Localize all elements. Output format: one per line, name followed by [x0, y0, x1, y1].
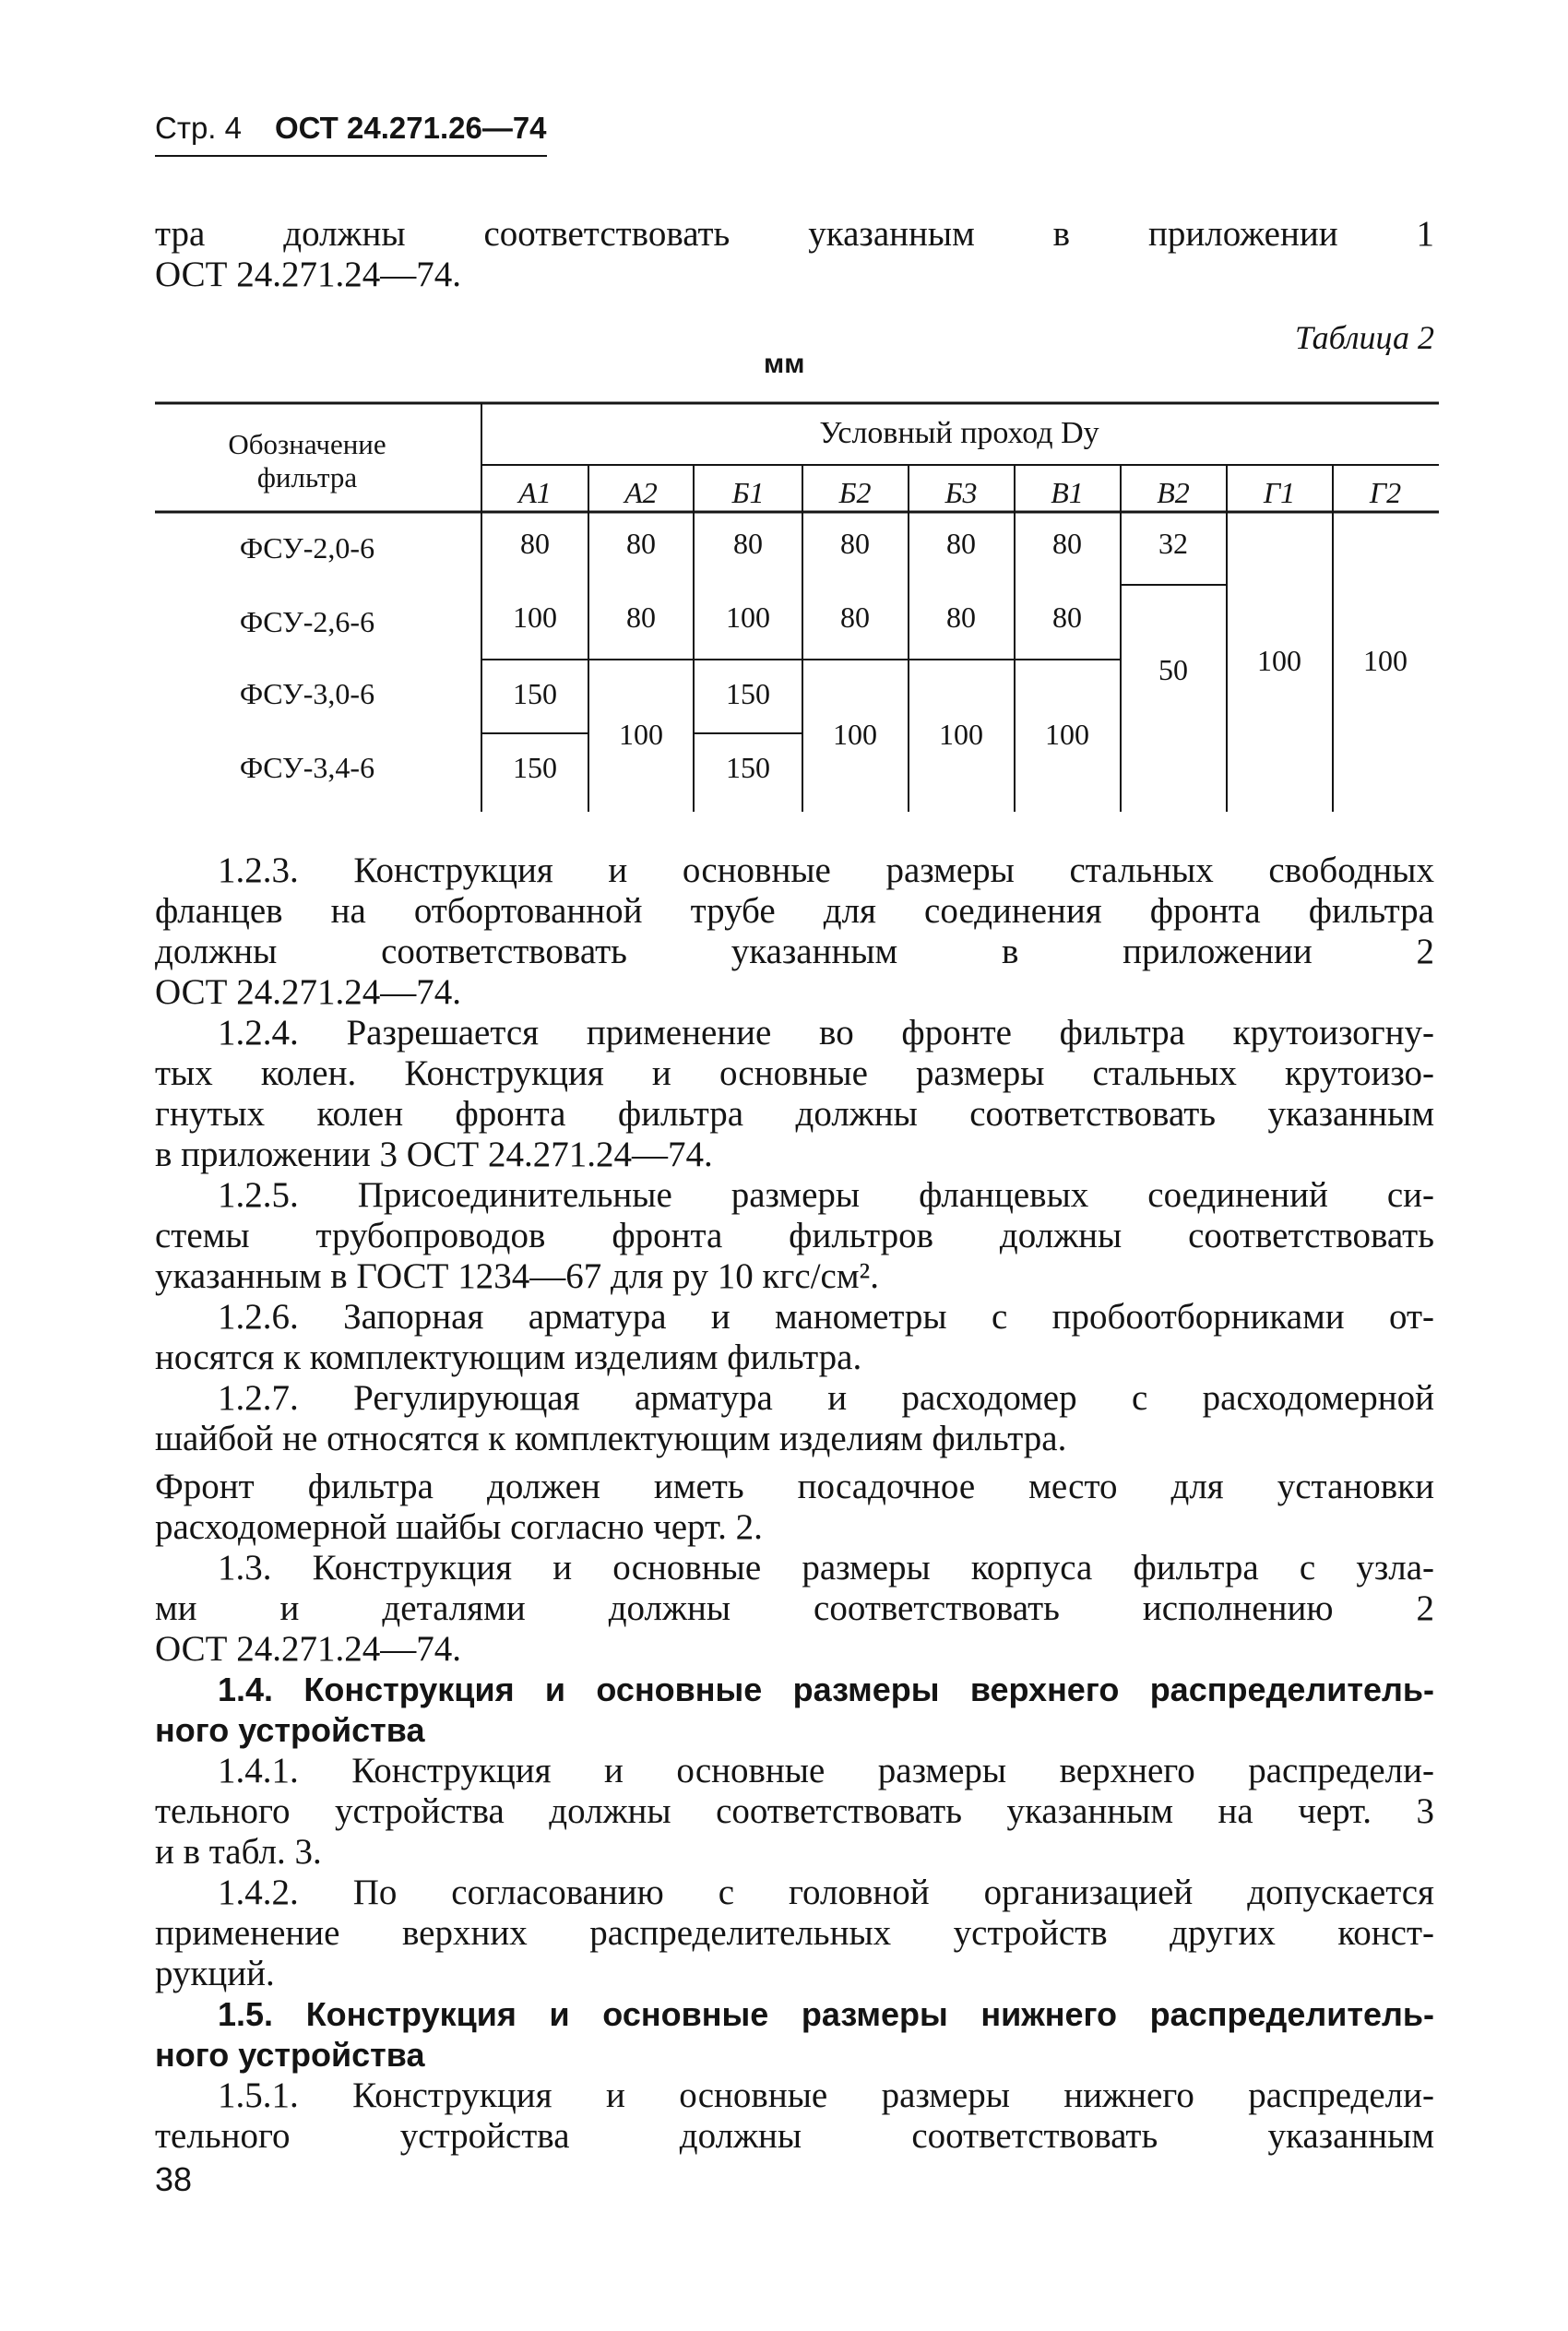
intro-line: тра должны соответствовать указанным в приложении 1 [155, 214, 1434, 254]
cell: 50 [1158, 653, 1188, 686]
page-number: 38 [155, 2160, 193, 2198]
cell: 100 [939, 718, 983, 751]
col-header: Г1 [1263, 476, 1296, 509]
cell: 80 [840, 601, 870, 634]
text-line: гнутых колен фронта фильтра должны соответствовать указанным [155, 1094, 1434, 1134]
intro-line: ОСТ 24.271.24—74. [155, 255, 461, 294]
section-heading: ного устройства [155, 2036, 425, 2074]
text-line: должны соответствовать указанным в приложении 2 [155, 932, 1434, 971]
cell: 100 [1045, 718, 1089, 751]
text-line: указанным в ГОСТ 1234—67 для pу 10 кгс/см². [155, 1256, 879, 1296]
text-line: шайбой не относятся к комплектующим изделиям фильтра. [155, 1419, 1067, 1458]
text-line: и в табл. 3. [155, 1832, 322, 1872]
cell: 150 [726, 677, 770, 710]
cell: 100 [513, 601, 557, 634]
row-header-label: фильтра [256, 461, 358, 494]
cell: 80 [840, 527, 870, 560]
cell: 80 [1052, 601, 1082, 634]
row-name: ФСУ-3,4-6 [239, 751, 375, 784]
text-line: 1.2.3. Конструкция и основные размеры стальных свободных [218, 850, 1434, 890]
body-text [155, 850, 1434, 2157]
group-header: Условный проход Dу [819, 416, 1099, 450]
text-line: в приложении 3 ОСТ 24.271.24—74. [155, 1135, 713, 1174]
cell: 80 [520, 527, 550, 560]
cell: 150 [513, 677, 557, 710]
text-line: тых колен. Конструкция и основные размеры стальных крутоизо- [155, 1053, 1434, 1093]
table-2 [0, 0, 1568, 830]
cell: 32 [1158, 527, 1188, 560]
cell: 150 [726, 751, 770, 784]
col-header: В1 [1051, 476, 1084, 509]
text-line: 1.2.4. Разрешается применение во фронте фильтра крутоизогну- [218, 1013, 1434, 1053]
row-name: ФСУ-2,6-6 [239, 605, 375, 638]
col-header: В2 [1157, 476, 1190, 509]
section-heading: ного устройства [155, 1711, 425, 1749]
table-cells [513, 527, 1408, 784]
col-header: Б1 [731, 476, 765, 509]
text-line: 1.5.1. Конструкция и основные размеры нижнего распредели- [218, 2075, 1434, 2115]
section-heading: 1.4. Конструкция и основные размеры верхнего распределитель- [218, 1671, 1434, 1708]
text-line: 1.3. Конструкция и основные размеры корпуса фильтра с узла- [218, 1548, 1434, 1588]
cell: 100 [619, 718, 663, 751]
cell: 100 [1363, 644, 1408, 677]
column-headers [517, 476, 1401, 509]
text-line: стемы трубопроводов фронта фильтров должны соответствовать [155, 1216, 1434, 1255]
text-line: 1.4.1. Конструкция и основные размеры верхнего распредели- [218, 1751, 1434, 1790]
col-header: А1 [518, 476, 552, 509]
cell: 80 [946, 527, 976, 560]
table-unit: мм [764, 349, 805, 379]
text-line: расходомерной шайбы согласно черт. 2. [155, 1507, 763, 1547]
cell: 100 [833, 718, 877, 751]
text-line: рукций. [155, 1954, 275, 1993]
row-header-label: Обозначение [228, 428, 386, 460]
section-heading: 1.5. Конструкция и основные размеры нижнего распределитель- [218, 1995, 1434, 2033]
text-line: тельного устройства должны соответствовать указанным [155, 2116, 1434, 2156]
cell: 150 [513, 751, 557, 784]
standard-number: ОСТ 24.271.26—74 [275, 111, 547, 145]
text-line: Фронт фильтра должен иметь посадочное место для установки [155, 1467, 1434, 1506]
text-line: фланцев на отбортованной трубе для соединения фронта фильтра [155, 891, 1434, 931]
page-label: Стр. 4 [155, 111, 242, 145]
text-line: 1.2.5. Присоединительные размеры фланцевых соединений си- [218, 1175, 1434, 1215]
col-header: Г2 [1369, 476, 1402, 509]
cell: 100 [726, 601, 770, 634]
cell: 80 [626, 601, 656, 634]
cell: 100 [1257, 644, 1301, 677]
cell: 80 [1052, 527, 1082, 560]
col-header: Б3 [944, 476, 978, 509]
row-names [240, 531, 374, 784]
cell: 80 [626, 527, 656, 560]
row-name: ФСУ-3,0-6 [239, 677, 375, 710]
text-line: ми и деталями должны соответствовать исполнению 2 [155, 1588, 1434, 1628]
row-name: ФСУ-2,0-6 [239, 531, 375, 565]
col-header: А2 [624, 476, 658, 509]
col-header: Б2 [838, 476, 872, 509]
text-line: носятся к комплектующим изделиям фильтра. [155, 1338, 862, 1377]
text-line: ОСТ 24.271.24—74. [155, 972, 461, 1012]
text-line: ОСТ 24.271.24—74. [155, 1629, 461, 1669]
cell: 80 [946, 601, 976, 634]
text-line: тельного устройства должны соответствовать указанным на черт. 3 [155, 1791, 1434, 1831]
text-line: 1.2.6. Запорная арматура и манометры с пробоотборниками от- [218, 1297, 1434, 1337]
text-line: 1.2.7. Регулирующая арматура и расходомер с расходомерной [218, 1378, 1434, 1418]
text-line: 1.4.2. По согласованию с головной организацией допускается [218, 1873, 1434, 1912]
text-line: применение верхних распределительных устройств других конст- [155, 1913, 1434, 1953]
cell: 80 [733, 527, 763, 560]
table-label: Таблица 2 [1294, 319, 1434, 356]
